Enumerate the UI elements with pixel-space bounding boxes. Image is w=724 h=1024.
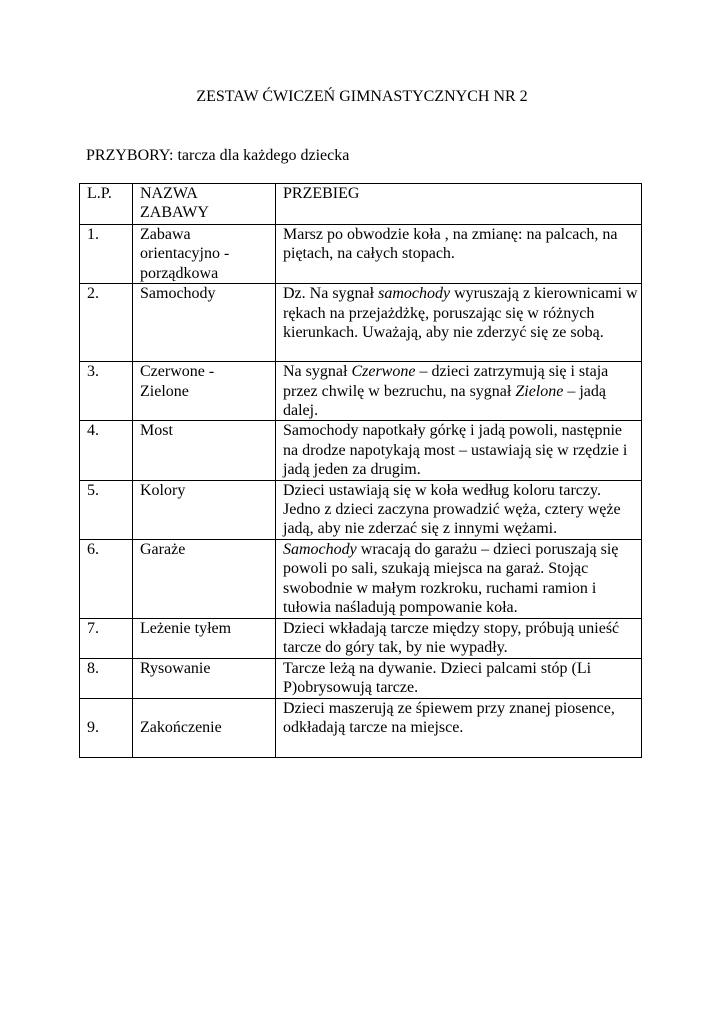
row-number: 1. [80,225,133,284]
table-row [80,618,642,658]
table-row [80,658,642,698]
exercise-description [276,480,642,539]
header-name-line2: ZABAWY [140,204,209,222]
exercise-name-line: Czerwone - [140,363,215,381]
exercise-name-line: orientacyjno - [140,245,230,263]
row-number: 3. [80,362,133,421]
exercise-name [133,618,276,658]
header-name-line1: NAZWA [140,185,198,202]
table-row [80,421,642,480]
exercise-description [276,539,642,618]
exercise-description [276,618,642,658]
exercise-name-line: Zabawa [140,226,191,243]
description-emphasis: Zielone [515,382,564,400]
row-number: 4. [80,421,133,480]
description-text: – jadą dalej. [283,382,606,420]
exercise-description [276,284,642,362]
exercise-name-line: Most [140,422,173,440]
description-text: Samochody napotkały górkę i jadą powoli, następnie na drodze napotykają most – ustawiają się w rzędzie i jadą jeden za drugim. [283,422,628,479]
exercise-description [276,698,642,757]
description-text: – dzieci zatrzymują się i staja przez chwilę w bezruchu, na sygnał [283,363,609,400]
table-header-row [80,184,642,225]
description-text: Dzieci wkładają tarcze między stopy, próbują unieść tarcze do góry tak, by nie wypadły. [283,619,620,656]
header-description: PRZEBIEG [276,184,642,225]
description-text: Marsz po obwodzie koła , na zmianę: na palcach, na piętach, na całych stopach. [283,226,618,263]
description-emphasis: Czerwone [351,363,416,381]
table-body [80,225,642,758]
exercise-name-line: Rysowanie [140,659,211,677]
exercise-name [133,284,276,362]
exercise-name [133,480,276,539]
description-text: wyruszają z kierownicami w rękach na przejażdżkę, poruszając się w różnych kierunkach. Uważają, aby nie zderzyć się ze sobą. [283,285,638,342]
exercise-name [133,421,276,480]
description-text: Dzieci maszerują ze śpiewem przy znanej piosence, odkładają tarcze na miejsce. [283,699,615,736]
description-text: Na sygnał [283,363,352,381]
exercise-name-line: Zakończenie [140,718,222,736]
document-title: ZESTAW ĆWICZEŃ GIMNASTYCZNYCH NR 2 [196,88,528,105]
table-row [80,480,642,539]
exercise-name [133,658,276,698]
table-row [80,539,642,618]
description-emphasis: samochody [378,285,451,303]
description-text: Dz. Na sygnał [283,285,379,303]
description-text: Dzieci ustawiają się w koła według koloru tarczy. Jedno z dzieci zaczyna prowadzić węża, cztery węże jadą, aby nie zderzać się z innymi wężami. [283,481,621,538]
exercise-name-line: porządkowa [140,264,219,282]
header-lp: L.P. [80,184,133,225]
row-number: 6. [80,539,133,618]
description-text: Tarcze leżą na dywanie. Dzieci palcami stóp (Li P)obrysowują tarcze. [283,659,592,696]
table-row [80,284,642,362]
exercise-description [276,421,642,480]
exercise-name [133,362,276,421]
equipment-line: PRZYBORY: tarcza dla każdego dziecka [86,147,350,164]
table-row [80,698,642,757]
exercise-name [133,698,276,757]
exercise-description [276,225,642,284]
exercise-name-line: Kolory [140,481,186,499]
exercise-name-line: Samochody [140,285,216,303]
exercise-description [276,658,642,698]
row-number: 5. [80,480,133,539]
table-row [80,362,642,421]
exercise-name [133,539,276,618]
row-number: 8. [80,658,133,698]
exercise-name [133,225,276,284]
header-name [133,184,276,225]
exercise-name-line: Leżenie tyłem [140,619,232,637]
table-row [80,225,642,284]
description-text: wracają do garażu – dzieci poruszają się powoli po sali, szukają miejsca na garaż. Stojąc swobodnie w małym rozkroku, ruchami ramion i tułowia naśladują pompowanie koła. [283,540,619,617]
row-number: 7. [80,618,133,658]
exercise-name-line: Garaże [140,540,186,558]
exercise-table [79,183,642,758]
row-number: 2. [80,284,133,362]
description-emphasis: Samochody [283,540,357,558]
row-number: 9. [80,698,133,757]
exercise-name-line: Zielone [140,382,189,400]
exercise-description [276,362,642,421]
